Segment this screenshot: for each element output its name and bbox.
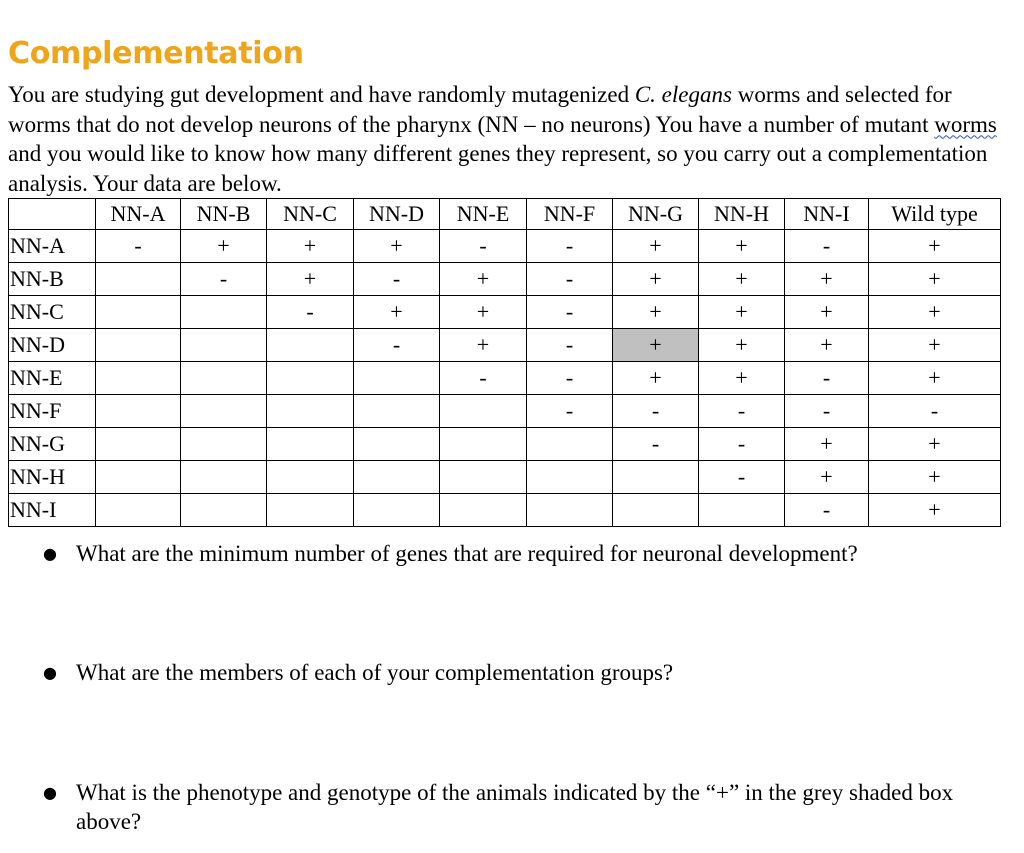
table-cell: + (869, 263, 1001, 296)
table-cell: - (527, 395, 613, 428)
bullet-icon: ● (43, 544, 57, 563)
table-cell (527, 494, 613, 527)
intro-part1: You are studying gut development and have randomly mutagenized (8, 82, 635, 107)
table-row (9, 263, 1001, 296)
table-row (9, 329, 1001, 362)
table-cell (96, 263, 181, 296)
table-cell (354, 395, 440, 428)
table-cell (354, 494, 440, 527)
table-cell: - (181, 263, 267, 296)
table-cell (267, 329, 354, 362)
table-cell: + (354, 296, 440, 329)
table-row (9, 428, 1001, 461)
table-cell (181, 329, 267, 362)
intro-part3: and you would like to know how many different genes they represent, so you carry out a complementation analysis. Your data are below. (8, 141, 988, 196)
column-header: NN-H (699, 199, 785, 230)
shaded-cell: + (613, 329, 699, 362)
table-cell: - (785, 494, 869, 527)
table-row (9, 230, 1001, 263)
intro-species: C. elegans (634, 82, 732, 107)
question-item (43, 539, 976, 568)
table-cell (267, 362, 354, 395)
table-cell: - (699, 461, 785, 494)
table-cell: + (869, 494, 1001, 527)
table-cell (440, 428, 527, 461)
table-cell (527, 461, 613, 494)
spellcheck-word[interactable]: worms (934, 111, 997, 137)
bullet-icon: ● (43, 663, 57, 682)
table-cell: + (869, 428, 1001, 461)
table-cell: + (613, 263, 699, 296)
table-cell: + (869, 230, 1001, 263)
table-cell (440, 395, 527, 428)
table-cell: + (785, 263, 869, 296)
document (8, 34, 1008, 527)
table-cell: - (527, 329, 613, 362)
table-cell: + (785, 329, 869, 362)
table-row (9, 362, 1001, 395)
table-cell (96, 362, 181, 395)
table-cell (613, 494, 699, 527)
table-cell (96, 461, 181, 494)
table-cell: - (785, 230, 869, 263)
column-header: NN-A (96, 199, 181, 230)
row-header: NN-F (9, 395, 96, 428)
table-cell (440, 461, 527, 494)
table-cell (96, 494, 181, 527)
table-cell: + (613, 362, 699, 395)
table-cell (267, 461, 354, 494)
table-cell: + (869, 461, 1001, 494)
table-cell (267, 395, 354, 428)
question-text: What is the phenotype and genotype of the animals indicated by the “+” in the grey shaded box above? (76, 780, 954, 834)
table-cell: + (699, 329, 785, 362)
table-cell: + (267, 263, 354, 296)
table-row (9, 296, 1001, 329)
table-cell (96, 329, 181, 362)
table-cell: - (527, 362, 613, 395)
row-header: NN-H (9, 461, 96, 494)
column-header: Wild type (869, 199, 1001, 230)
table-cell (181, 461, 267, 494)
header-row (9, 199, 1001, 230)
table-cell: + (785, 296, 869, 329)
table-cell: + (440, 263, 527, 296)
table-row (9, 461, 1001, 494)
row-header: NN-C (9, 296, 96, 329)
table-cell: - (440, 230, 527, 263)
table-cell: - (440, 362, 527, 395)
column-header: NN-E (440, 199, 527, 230)
table-cell: - (96, 230, 181, 263)
row-header: NN-B (9, 263, 96, 296)
table-cell: - (699, 428, 785, 461)
table-cell (440, 494, 527, 527)
table-row (9, 494, 1001, 527)
row-header: NN-I (9, 494, 96, 527)
column-header: NN-C (267, 199, 354, 230)
table-cell: + (699, 230, 785, 263)
question-text: What are the minimum number of genes that are required for neuronal development? (76, 541, 858, 566)
table-cell: + (354, 230, 440, 263)
complementation-table (8, 198, 1001, 527)
column-header: NN-F (527, 199, 613, 230)
table-cell (181, 494, 267, 527)
table-cell: - (354, 329, 440, 362)
table-cell: - (699, 395, 785, 428)
question-text: What are the members of each of your complementation groups? (76, 660, 674, 685)
column-header: NN-G (613, 199, 699, 230)
corner-cell (9, 199, 96, 230)
table-cell: + (440, 296, 527, 329)
column-header: NN-D (354, 199, 440, 230)
table-row (9, 395, 1001, 428)
row-header: NN-A (9, 230, 96, 263)
table-cell (354, 362, 440, 395)
table-cell: - (785, 362, 869, 395)
table-cell: + (785, 461, 869, 494)
table-cell: + (699, 263, 785, 296)
table-cell: + (613, 230, 699, 263)
table-cell: - (527, 263, 613, 296)
table-cell (267, 428, 354, 461)
heading: Complementation (8, 36, 304, 71)
row-header: NN-E (9, 362, 96, 395)
table-cell (699, 494, 785, 527)
table-cell: + (181, 230, 267, 263)
column-header: NN-B (181, 199, 267, 230)
table-cell (96, 296, 181, 329)
table-cell (181, 362, 267, 395)
intro-paragraph (8, 80, 1008, 198)
bullet-icon: ● (43, 783, 57, 802)
table-cell (354, 428, 440, 461)
table-cell: - (869, 395, 1001, 428)
table-cell (267, 494, 354, 527)
table-cell (354, 461, 440, 494)
table-cell: - (267, 296, 354, 329)
table-cell: + (869, 362, 1001, 395)
table-cell: - (527, 230, 613, 263)
table-cell (527, 428, 613, 461)
row-header: NN-G (9, 428, 96, 461)
table-body (9, 230, 1001, 527)
table-cell: + (869, 329, 1001, 362)
table-cell: + (869, 296, 1001, 329)
table-cell: + (613, 296, 699, 329)
table-cell (181, 428, 267, 461)
table-cell (96, 395, 181, 428)
table-cell: - (354, 263, 440, 296)
table-cell: - (613, 428, 699, 461)
intro-part2: worms and selected for worms that do not develop neurons of the pharynx (NN – no neurons) You have a number of mutant (8, 82, 952, 137)
row-header: NN-D (9, 329, 96, 362)
table-cell: + (699, 296, 785, 329)
table-cell: + (785, 428, 869, 461)
column-header: NN-I (785, 199, 869, 230)
table-cell: + (267, 230, 354, 263)
table-cell: + (440, 329, 527, 362)
table-cell: - (527, 296, 613, 329)
table-cell (181, 395, 267, 428)
table-cell (613, 461, 699, 494)
table-cell (96, 428, 181, 461)
table-cell: - (785, 395, 869, 428)
table-cell: + (699, 362, 785, 395)
question-item (43, 658, 976, 687)
table-cell (181, 296, 267, 329)
question-item (43, 778, 976, 836)
table-cell: - (613, 395, 699, 428)
